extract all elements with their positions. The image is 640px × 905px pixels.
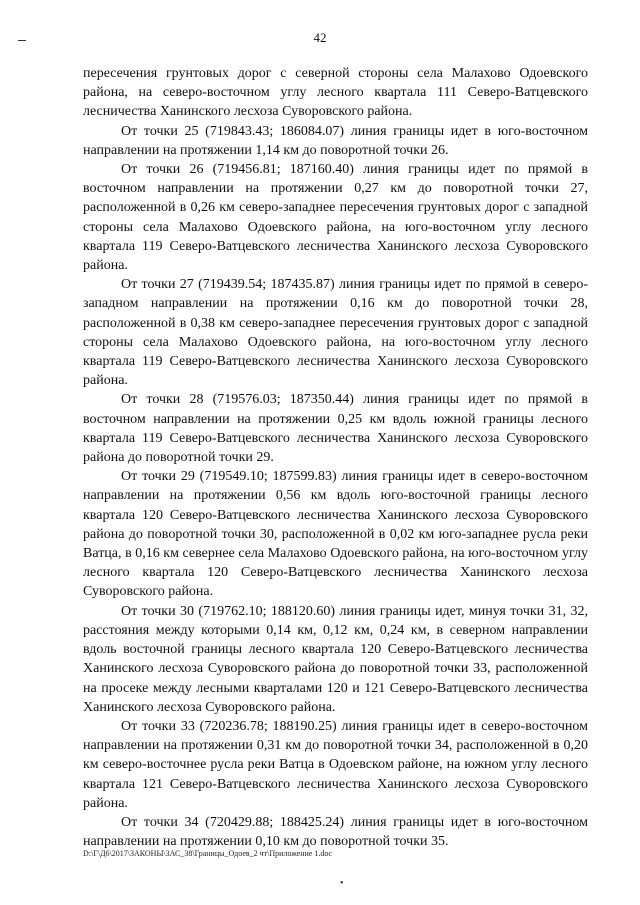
paragraph: От точки 30 (719762.10; 188120.60) линия границы идет, минуя точки 31, 32, расстояния между которыми 0,14 км, 0,12 км, 0,24 км, в северном направлении вдоль восточной границы лесного квартала 120 Северо-Ватцевского лесничества Ханинского лесхоза Суворовского района до поворотной точки 33, расположенной на просеке между лесными кварталами 120 и 121 Северо-Ватцевского лесничества Ханинского лесхоза Суворовского района. <box>83 603 588 715</box>
footer-file-path: D:\Г\Д6\2017\ЗАКОНЫ\ЗАС_38\Границы_Одоев_2 чт\Приложение 1.doc <box>83 849 332 858</box>
bottom-mark: • <box>340 878 344 889</box>
paragraph: От точки 26 (719456.81; 187160.40) линия границы идет по прямой в восточном направлении на протяжении 0,27 км до поворотной точки 27, расположенной в 0,26 км северо-западнее пересечения грунтовых дорог с западной стороны села Малахово Одоевского района, на юго-восточном углу лесного квартала 119 Северо-Ватцевского лесничества Ханинского лесхоза Суворовского района. <box>83 162 588 274</box>
paragraph: От точки 34 (720429.88; 188425.24) линия границы идет в юго-восточном направлении на протяжении 0,10 км до поворотной точки 35. <box>83 814 588 850</box>
paragraph: От точки 28 (719576.03; 187350.44) линия границы идет по прямой в восточном направлении на протяжении 0,25 км вдоль южной границы лесного квартала 119 Северо-Ватцевского лесничества Ханинского лесхоза Суворовского района до поворотной точки 29. <box>83 392 588 466</box>
paragraph: пересечения грунтовых дорог с северной стороны села Малахово Одоевского района, на северо-восточном углу лесного квартала 111 Северо-Ватцевского лесничества Ханинского лесхоза Суворовского района. <box>83 66 588 120</box>
document-body <box>83 64 588 851</box>
paragraph: От точки 33 (720236.78; 188190.25) линия границы идет в северо-восточном направлении на протяжении 0,31 км до поворотной точки 34, расположенной в 0,20 км северо-восточнее русла реки Ватца в Одоевском районе, на южном углу лесного квартала 121 Северо-Ватцевского лесничества Ханинского лесхоза Суворовского района. <box>83 718 588 811</box>
paragraph: От точки 25 (719843.43; 186084.07) линия границы идет в юго-восточном направлении на протяжении 1,14 км до поворотной точки 26. <box>83 123 588 158</box>
paragraph: От точки 29 (719549.10; 187599.83) линия границы идет в северо-восточном направлении на протяжении 0,56 км вдоль юго-восточной границы лесного квартала 120 Северо-Ватцевского лесничества Ханинского лесхоза Суворовского района до поворотной точки 30, расположенной в 0,02 км юго-западнее русла реки Ватца, в 0,16 км севернее села Малахово Одоевского района, на юго-восточном углу лесного квартала 120 Северо-Ватцевского лесничества Ханинского лесхоза Суворовского района. <box>83 469 588 600</box>
page-number: 42 <box>313 30 327 45</box>
margin-mark <box>18 40 26 41</box>
paragraph: От точки 27 (719439.54; 187435.87) линия границы идет по прямой в северо-западном направлении на протяжении 0,16 км до поворотной точки 28, расположенной в 0,38 км северо-западнее пересечения грунтовых дорог с западной стороны села Малахово Одоевского района, на юго-восточном углу лесного квартала 119 Северо-Ватцевского лесничества Ханинского лесхоза Суворовского района. <box>83 277 588 389</box>
